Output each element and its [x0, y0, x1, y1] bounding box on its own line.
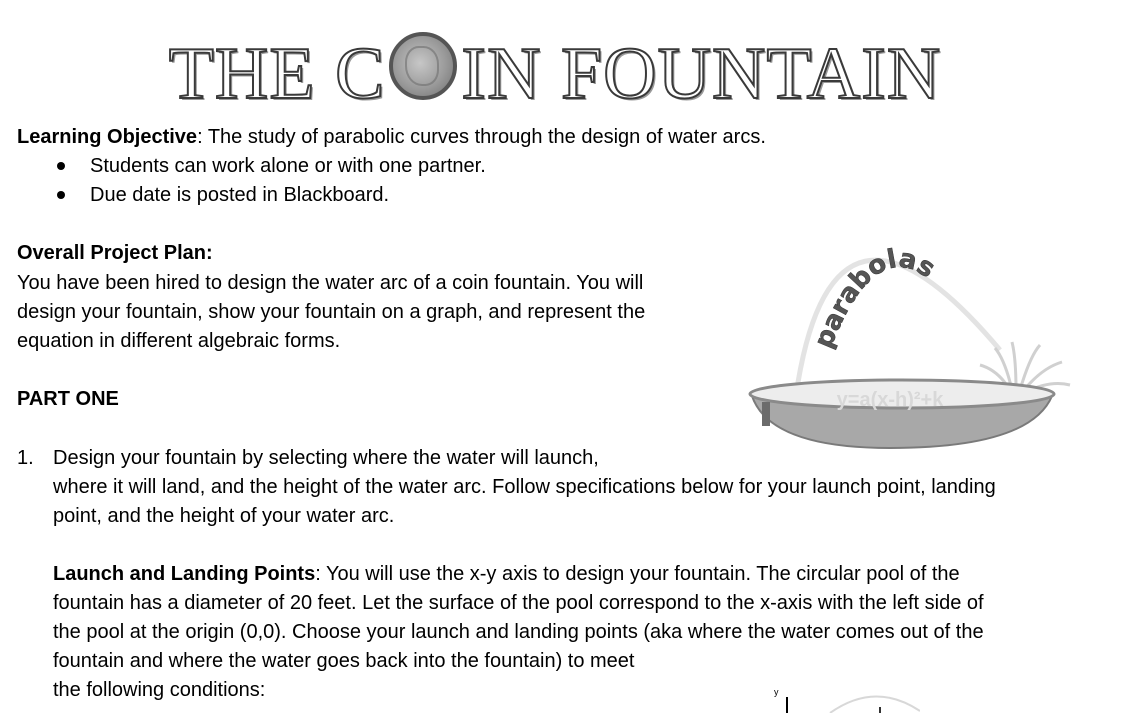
item-number: 1.: [17, 447, 34, 469]
launch-line: fountain and where the water goes back into the fountain) to meet: [53, 650, 635, 672]
launch-line: the pool at the origin (0,0). Choose your launch and landing points (aka where the water comes out of the: [53, 621, 984, 643]
part-one-heading: PART ONE: [17, 388, 119, 410]
plan-line: equation in different algebraic forms.: [17, 330, 341, 352]
bullet-icon: [57, 191, 65, 199]
launch-first-line: : You will use the x-y axis to design your fountain. The circular pool of the: [315, 563, 960, 585]
launch-line: the following conditions:: [53, 679, 266, 701]
learning-objective-text: : The study of parabolic curves through the design of water arcs.: [197, 126, 766, 148]
parabola-fountain-illustration: [740, 180, 1085, 465]
mini-graph-axis-label: y: [774, 687, 779, 697]
item-line: point, and the height of your water arc.: [53, 505, 395, 527]
page-title: [0, 32, 1110, 114]
title-part-1: THE C: [168, 33, 386, 115]
launch-paragraph: [53, 562, 960, 586]
item-line: Design your fountain by selecting where the water will launch,: [53, 447, 599, 469]
plan-line: design your fountain, show your fountain on a graph, and represent the: [17, 301, 646, 323]
mini-graph: [770, 685, 920, 713]
learning-objective-label: Learning Objective: [17, 126, 198, 148]
item-line: where it will land, and the height of the water arc. Follow specifications below for your launch point, landing: [53, 476, 996, 498]
plan-line: You have been hired to design the water arc of a coin fountain. You will: [17, 272, 644, 294]
launch-label: Launch and Landing Points: [53, 563, 316, 585]
title-part-2: IN FOUNTAIN: [461, 33, 942, 115]
bullet-item: Due date is posted in Blackboard.: [90, 184, 390, 206]
arc-word: parabolas: [808, 243, 941, 353]
cut-off-line: [120, 704, 680, 713]
mini-graph-curve: [830, 696, 920, 713]
learning-objective: [17, 125, 766, 149]
coin-icon: [389, 32, 457, 100]
bullet-icon: [57, 162, 65, 170]
launch-line: fountain has a diameter of 20 feet. Let the surface of the pool correspond to the x-axis with the left side of: [53, 592, 984, 614]
plan-heading: Overall Project Plan:: [17, 242, 213, 264]
bullet-item: Students can work alone or with one partner.: [90, 155, 486, 177]
pool-equation: y=a(x-h)²+k: [836, 389, 944, 411]
